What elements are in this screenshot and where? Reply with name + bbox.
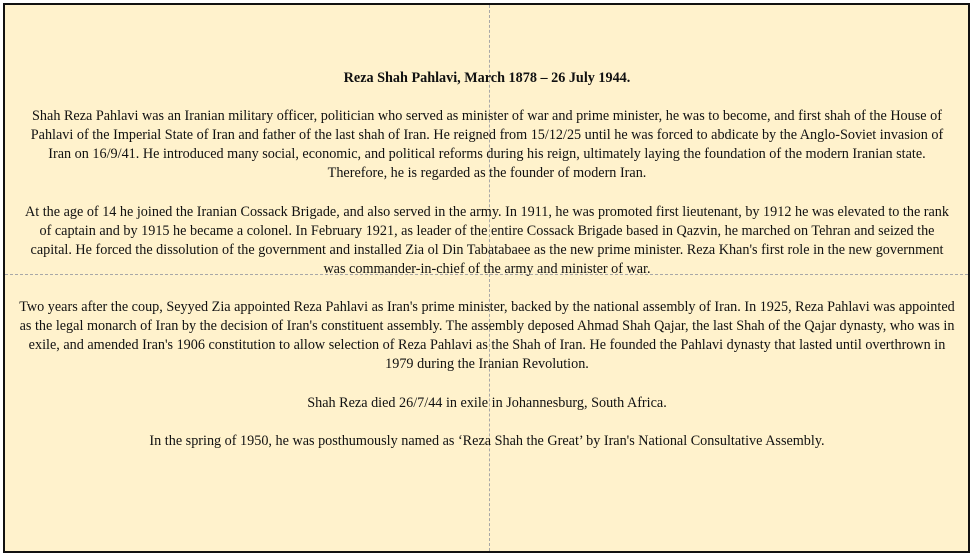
paragraph-intro: Shah Reza Pahlavi was an Iranian military officer, politician who served as minister of war and prime minister, he was to become, and first shah of the House of Pahlavi of the Imperial State of Iran and father of the last shah of Iran. He reigned from 15/12/25 until he was forced to abdicate by the Anglo-Soviet invasion of Iran on 16/9/41. He introduced many social, economic, and political reforms during his reign, ultimately laying the foundation of the modern Iranian state. Therefore, he is regarded as the founder of modern Iran.: [30, 108, 944, 182]
document-body: [19, 69, 955, 470]
paragraph-rise-to-power: Two years after the coup, Seyyed Zia appointed Reza Pahlavi as Iran's prime minister, backed by the national assembly of Iran. In 1925, Reza Pahlavi was appointed as the legal monarch of Iran by the decision of Iran's constituent assembly. The assembly deposed Ahmad Shah Qajar, the last Shah of the Qajar dynasty, who was in exile, and amended Iran's 1906 constitution to allow selection of Reza Pahlavi as the Shah of Iran. He founded the Pahlavi dynasty that lasted until overthrown in 1979 during the Iranian Revolution.: [19, 299, 955, 373]
paragraph-military-career: At the age of 14 he joined the Iranian Cossack Brigade, and also served in the army. In 1911, he was promoted first lieutenant, by 1912 he was elevated to the rank of captain and by 1915 he became a colonel. In February 1921, as leader of the entire Cossack Brigade based in Qazvin, he marched on Tehran and seized the capital. He forced the dissolution of the government and installed Zia ol Din Tabatabaee as the new prime minister. Reza Khan's first role in the new government was commander-in-chief of the army and minister of war.: [24, 203, 949, 277]
document-title: Reza Shah Pahlavi, March 1878 – 26 July 1944.: [343, 70, 631, 86]
document-frame: [3, 3, 970, 553]
paragraph-death: Shah Reza died 26/7/44 in exile in Johannesburg, South Africa.: [307, 394, 667, 411]
paragraph-legacy: In the spring of 1950, he was posthumously named as ‘Reza Shah the Great’ by Iran's National Consultative Assembly.: [149, 432, 825, 449]
